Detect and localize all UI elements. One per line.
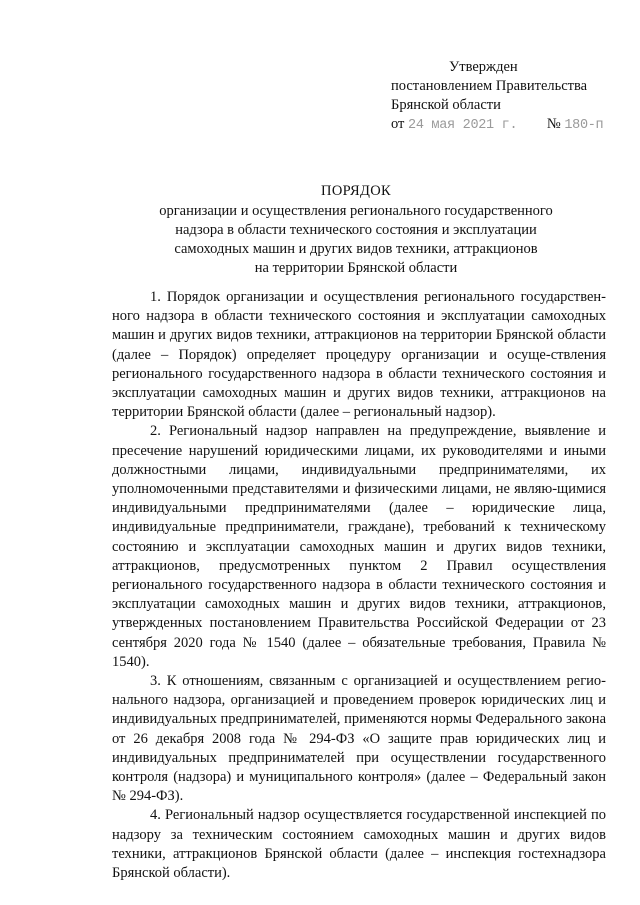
approval-block [391,58,640,135]
date-prefix: от [391,116,405,132]
date-stamp: 24 мая 2021 г. [408,118,518,133]
paragraph-1: 1. Порядок организации и осуществления регионального государствен-ного надзора в области технического состояния и эксплуатации самоходных машин и других видов техники, аттракционов на территории Брянской области (далее – Порядок) определяет процедуру организации и осуще-ствления регионального государственного надзора в области технического состояния и эксплуатации самоходных машин и других видов техники, аттракционов на территории Брянской области (далее – региональный надзор). [112,289,606,421]
document-body [112,288,606,883]
number-stamp: 180-п [564,118,604,133]
title-subtitle-line: надзора в области технического состояния и эксплуатации [175,222,537,238]
title-subtitle-line: организации и осуществления регионального государственного [159,203,553,219]
paragraph-2: 2. Региональный надзор направлен на предупреждение, выявление и пресечение нарушений юридическими лицами, их руководителями и иными должностными лицами, индивидуальными предпринимателями, их уполномоченными представителями и физическими лицами, не являю-щимися индивидуальными предпринимателями (далее – юридические лица, индивидуальные предприниматели, граждане), требований к техническому состоянию и эксплуатации самоходных машин и других видов техники, аттракционов, предусмотренных пунктом 2 Правил осуществления регионального государственного надзора в области технического состояния и эксплуатации самоходных машин и других видов техники, аттракционов, утвержденных постановлением Правительства Российской Федерации от 23 сентября 2020 года № 1540 (далее – обязательные требования, Правила № 1540). [112,423,606,670]
approval-region: Брянской области [391,97,501,113]
document-title [112,182,600,278]
title-subtitle-line: на территории Брянской области [254,260,458,276]
approval-issuer: постановлением Правительства [391,78,588,94]
paragraph-4: 4. Региональный надзор осуществляется государственной инспекцией по надзору за техническим состоянием самоходных машин и других видов техники, аттракционов Брянской области (далее – инспекция гостехнадзора Брянской области). [112,807,606,882]
approval-heading: Утвержден [449,59,518,75]
approval-date-line [391,115,640,135]
paragraph-3: 3. К отношениям, связанным с организацией и осуществлением регио-нального надзора, организацией и проведением проверок юридических лиц и индивидуальных предпринимателей, применяются нормы Федерального закона от 26 декабря 2008 года № 294-ФЗ «О защите прав юридических лиц и индивидуальных предпринимателей при осуществлении государственного контроля (надзора) и муниципального контроля» (далее – Федеральный закон № 294-ФЗ). [112,673,606,805]
title-subtitle-line: самоходных машин и других видов техники, аттракционов [174,241,538,257]
number-sign: № [546,116,561,132]
title-heading: ПОРЯДОК [321,183,391,199]
